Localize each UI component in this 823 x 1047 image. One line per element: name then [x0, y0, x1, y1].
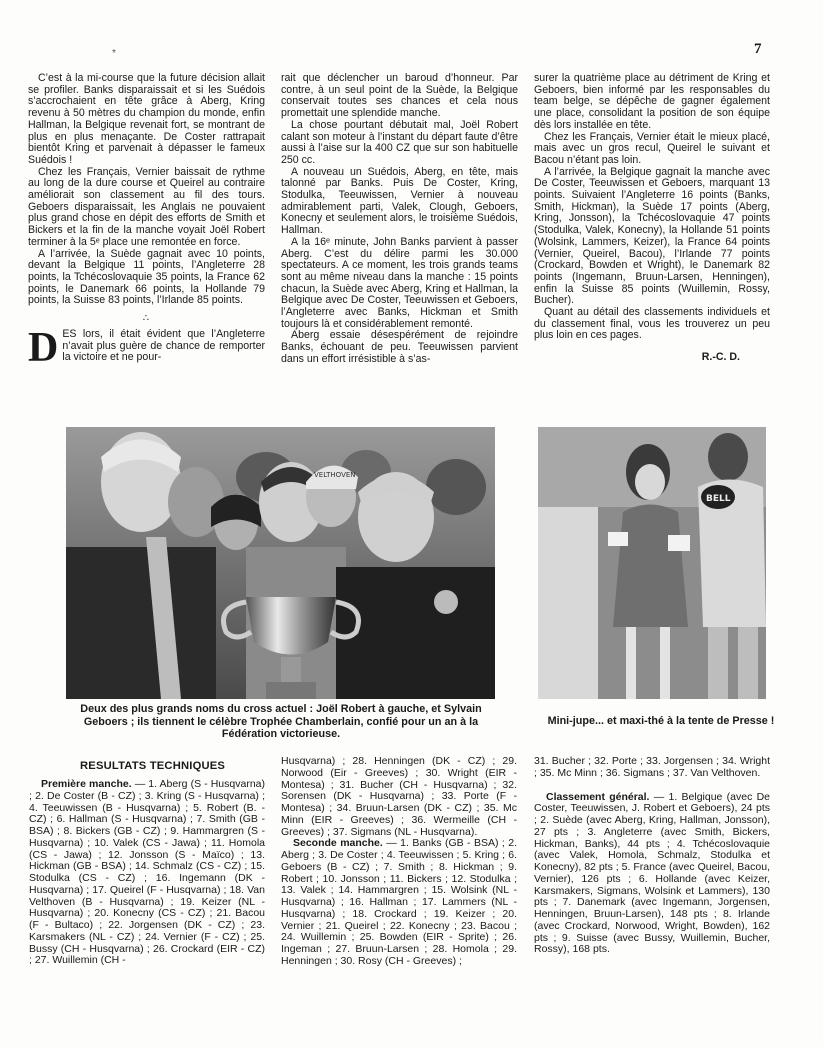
dropcap-paragraph-text: ES lors, il était évident que l’Angleterre n’avait plus guère de chance de remporter la victoire et ne pour-	[62, 328, 265, 364]
author-signature: R.-C. D.	[701, 351, 740, 364]
paragraph: Chez les Français, Vernier était le mieux placé, mais avec un gros recul, Queirel le suivant et Bacou n’étant pas loin.	[534, 130, 770, 166]
paragraph: La chose pourtant débutait mal, Joël Robert calant son moteur à l’instant du départ faute d’être aussi à l’aise sur la 400 CZ que sur son habituelle 250 cc.	[281, 118, 518, 166]
page-mark: *	[112, 48, 116, 59]
first-run-text: — 1. Aberg (S - Husqvarna) ; 2. De Coster (B - CZ) ; 3. Kring (S - Husqvarna) ; 4. Teeuwissen (B - Husqvarna) ; 5. Robert (B. - CZ) ; 6. Hallman (S - Husqvarna) ; 7. Smith (GB - BSA) ; 8. Bickers (GB - CZ) ; 9. Hammargren (S - Husqvarna) ; 10. Valek (CS - Jawa) ; 11. Homola (CS - Jawa) ; 12. Jonsson (S - Maïco) ; 13. Hickman (GB - BSA) ; 14. Schmalz (CS - CZ) ; 15. Stodulka (CS - CZ) ; 16. Ingemann (DK - Husqvarna) ; 17. Queirel (F - Husqvarna) ; 18. Van Velthoven (B - Husqvarna) ; 19. Keizer (NL - Husqvarna) ; 20. Konecny (CS - CZ) ; 21. Bacou (F - Bultaco) ; 22. Jorgensen (DK - CZ) ; 23. Karsmakers (NL - CZ) ; 24. Vernier (F - CZ) ; 25. Bussy (CH - Husqvarna) ; 26. Crockard (EIR - CZ) ; 27. Wuillemin (CH -	[29, 778, 265, 967]
press-tent-photo-illustration	[538, 427, 766, 699]
results-column-1	[29, 779, 265, 967]
trophy-photo	[66, 427, 495, 699]
paragraph: A l’arrivée, la Suède gagnait avec 10 points, devant la Belgique 11 points, l’Angleterre 28 points, la Tchécoslovaquie 35 points, la France 62 points, le Danemark 66 points, la Hollande 79 points, la Suisse 83 points, l’Irlande 85 points.	[28, 247, 265, 307]
press-tent-photo-caption: Mini-jupe... et maxi-thé à la tente de Presse !	[547, 715, 775, 727]
section-separator: ∴	[142, 313, 151, 325]
paragraph: Quant au détail des classements individuels et du classement final, vous les trouverez un peu plus loin en ces pages.	[534, 306, 770, 342]
paragraph: A l’arrivée, la Belgique gagnait la manche avec De Coster, Teeuwissen et Geboers, marquant 13 points. Suivaient l’Angleterre 16 points (Banks, Smith, Hickman), la Suède 17 points (Aberg, Kring, Jonsson), la Tchécoslovaquie 47 points (Stodulka, Valek, Konecny), la Hollande 51 points (Wolsink, Lammers, Keizer), la France 64 points (Vernier, Queirel, Bacou), l’Irlande 77 points (Crockard, Bowden et Wright), le Danemark 82 points (Ingemann, Bruun-Larsen, Henningen), enfin la Suisse 85 points (Wuillemin, Rossy, Bucher).	[534, 165, 770, 307]
paragraph: C’est à la mi-course que la future décision allait se profiler. Banks disparaissait et si les Suédois s’accrochaient en tête grâce à Aberg, Kring revenu à 50 mètres du champion du monde, enfin Hallman, la Belgique revenait fort, se montrant de plus en plus menaçante. De Coster rattrapait bientôt Kring et parvenait à dépasser le fameux Suédois !	[28, 72, 265, 166]
second-run-heading: Seconde manche.	[293, 837, 383, 850]
results-general-ranking	[534, 792, 770, 957]
results-second-run	[281, 838, 517, 967]
paragraph: Chez les Français, Vernier baissait de rythme au long de la dure course et Queirel au contraire améliorait son classement au fil des tours. Geboers disparaissait, les Anglais ne pouvaient plus grand chose en dépit des efforts de Smith et Bickers et la fin de la manche voyait Joël Robert terminer à la 5ᵉ place une remontée en force.	[28, 165, 265, 248]
page-number: 7	[754, 41, 762, 57]
first-run-continued: Husqvarna) ; 28. Henningen (DK - CZ) ; 29. Norwood (Eir - Greeves) ; 30. Wright (EIR - Montesa) ; 31. Bucher (CH - Husqvarna) ; 32. Sorensen (DK - Husqvarna) ; 33. Porte (F - Montesa) ; 34. Bruun-Larsen (DK - CZ) ; 35. Mc Minn (EIR - Greeves) ; 36. Wermeille (CH - Greeves) ; 37. Sigmans (NL - Husqvarna).	[281, 755, 517, 838]
results-column-3	[534, 756, 770, 956]
press-tent-photo	[538, 427, 766, 699]
paragraph: surer la quatrième place au détriment de Kring et Geboers, bien informé par les responsables du team belge, se dépêche de gagner également une place, consolidant la position de son équipe dès lors installée en tête.	[534, 72, 770, 131]
paragraph: Aberg essaie désespérément de rejoindre Banks, échouant de peu. Teeuwissen parvient dans un effort irrésistible à s’as-	[281, 329, 518, 365]
results-title: RESULTATS TECHNIQUES	[80, 760, 226, 772]
first-run-heading: Première manche.	[41, 778, 132, 790]
results-column-2	[281, 756, 517, 968]
general-ranking-heading: Classement général.	[546, 790, 650, 803]
results-first-run	[29, 779, 265, 967]
cap-text: VELTHOVEN	[314, 471, 356, 479]
second-run-text: — 1. Banks (GB - BSA) ; 2. Aberg ; 3. De Coster ; 4. Teeuwissen ; 5. Kring ; 6. Geboers (B - CZ) ; 7. Smith ; 8. Hickman ; 9. Robert ; 10. Jonsson ; 11. Bickers ; 12. Stodulka ; 13. Valek ; 14. Hammargren ; 15. Wolsink (NL - Husqvarna) ; 16. Hallman ; 17. Lammers (NL - Husqvarna) ; 18. Crockard ; 19. Keizer ; 20. Vernier ; 21. Queirel ; 22. Konecny ; 23. Bacou ; 24. Wuillemin ; 25. Bowden (EIR - Sprite) ; 26. Ingeman ; 27. Bruun-Larsen ; 28. Homola ; 29. Henningen ; 30. Rosy (CH - Greeves) ;	[281, 837, 518, 967]
paragraph: A nouveau un Suédois, Aberg, en tête, mais talonné par Banks. Puis De Coster, Kring, Stodulka, Teeuwissen, Vernier à nouveau admirablement parti, Valek, Clough, Geboers, Konecny et seulement alors, le troisième Suédois, Hallman.	[281, 165, 518, 237]
second-run-continued: 31. Bucher ; 32. Porte ; 33. Jorgensen ; 34. Wright ; 35. Mc Minn ; 36. Sigmans ; 37. Van Velthoven.	[534, 755, 770, 779]
article-column-2	[281, 73, 518, 366]
bell-badge-text: BELL	[706, 494, 731, 504]
paragraph-with-dropcap	[28, 325, 265, 372]
trophy-photo-caption: Deux des plus grands noms du cross actuel : Joël Robert à gauche, et Sylvain Geboers ; ils tiennent le célèbre Trophée Chamberlain, confié pour un an à la Fédération victorieuse.	[80, 703, 482, 740]
trophy-photo-illustration	[66, 427, 495, 699]
article-column-1	[28, 72, 265, 372]
general-ranking-text: — 1. Belgique (avec De Coster, Teeuwissen, J. Robert et Geboers), 24 pts ; 2. Suède (avec Aberg, Kring, Hallman, Jonsson), 27 pts ; 3. Angleterre (avec Smith, Bickers, Hickman, Banks), 44 pts ; 4. Tchécoslovaquie (avec Valek, Homola, Schmalz, Stodulka et Konecny), 82 pts ; 5. France (avec Queirel, Bacou, Vernier), 126 pts ; 6. Hollande (avec Keizer, Karsmakers, Sigmans, Wolsink et Lammers), 130 pts ; 7. Danemark (avec Ingemann, Jorgensen, Henningen, Bruun-Larsen), 148 pts ; 8. Irlande (avec Crockard, Norwood, Wright, Bowden), 162 pts ; 9. Suisse (avec Bussy, Wuillemin, Bucher, Rossy), 168 pts.	[534, 790, 770, 956]
paragraph: A la 16ᵉ minute, John Banks parvient à passer Aberg. C’est du délire parmi les 30.000 spectateurs. A ce moment, les trois grands teams sont au même niveau dans la manche : 15 points chacun, la Suède avec Aberg, Kring et Hallman, la Belgique avec De Coster, Teeuwissen et Geboers, l’Angleterre avec Banks, Hickman et Smith toujours là et considérablement remonté.	[281, 235, 518, 330]
dropcap-letter: D	[28, 325, 59, 372]
paragraph: rait que déclencher un baroud d’honneur. Par contre, à un seul point de la Suède, la Belgique conservait toutes ses chances et cela nous promettait une splendide manche.	[281, 72, 518, 120]
article-column-3	[534, 73, 770, 364]
